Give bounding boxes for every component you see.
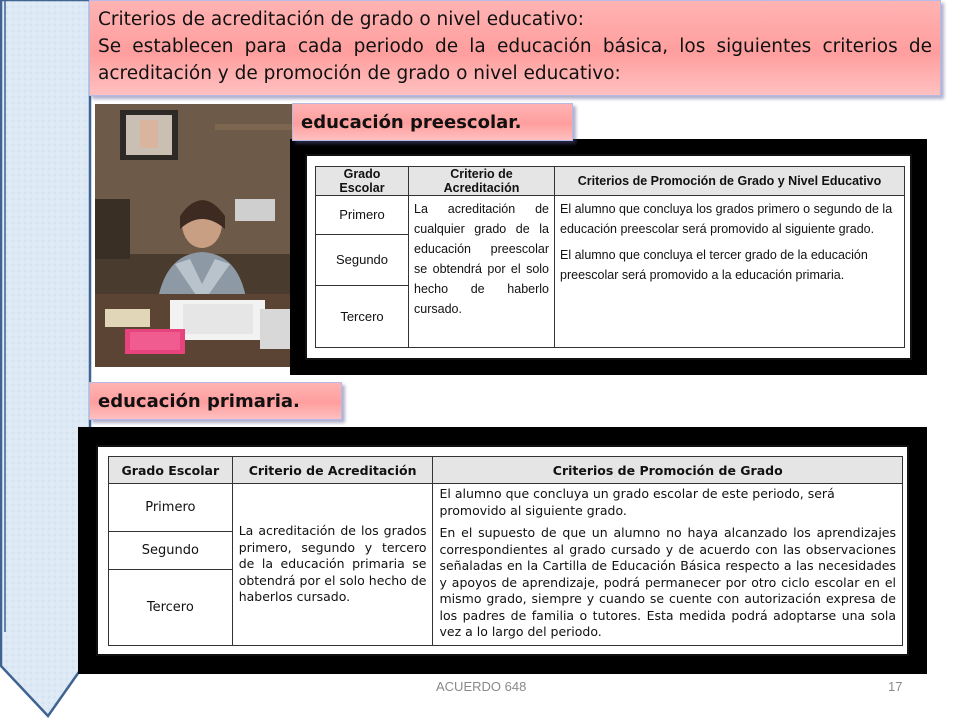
primaria-table-frame	[78, 427, 927, 674]
grade-cell: Primero	[316, 196, 409, 235]
table-row	[316, 196, 905, 235]
grade-cell: Segundo	[316, 234, 409, 285]
primaria-criteria-table	[108, 456, 903, 646]
promotion-cell	[433, 484, 903, 646]
promotion-text: En el supuesto de que un alumno no haya alcanzado los aprendizajes correspondientes al grado cursado y de acuerdo con las observaciones señaladas en la Cartilla de Educación Básica respecto a las necesidades y apoyos de aprendizaje, podrá permanecer por otro ciclo escolar en el mismo grado, siempre y cuando se cuente con autorización expresa de los padres de familia o tutores. Esta medida podrá adoptarse una sola vez a lo largo del periodo.	[439, 525, 896, 639]
preescolar-label	[292, 103, 573, 141]
column-header: Criterio de Acreditación	[409, 167, 555, 196]
grade-cell: Tercero	[109, 570, 233, 646]
primaria-label	[89, 382, 342, 420]
promotion-cell	[555, 196, 905, 348]
column-header: Criterios de Promoción de Grado y Nivel Educativo	[555, 167, 905, 196]
page-number: 17	[888, 679, 903, 694]
primaria-table-panel	[96, 445, 909, 656]
column-header: Criterios de Promoción de Grado	[433, 457, 903, 484]
grade-cell: Tercero	[316, 285, 409, 347]
table-row	[109, 484, 903, 532]
table-header-row	[109, 457, 903, 484]
criteria-heading-callout	[89, 0, 941, 96]
primaria-label-text: educación primaria.	[98, 391, 300, 412]
promotion-text: El alumno que concluya un grado escolar de este periodo, será promovido al siguiente grado.	[439, 486, 835, 518]
preescolar-criteria-table	[315, 166, 905, 348]
table-header-row	[316, 167, 905, 196]
promotion-text: El alumno que concluya el tercer grado de la educación preescolar será promovido a la educación primaria.	[560, 248, 868, 282]
photo-person-at-desk	[95, 104, 292, 367]
column-header: Grado Escolar	[109, 457, 233, 484]
heading-body: Se establecen para cada periodo de la educación básica, los siguientes criterios de acreditación y de promoción de grado o nivel educativo:	[98, 36, 932, 84]
footer-title: ACUERDO 648	[436, 679, 527, 694]
preescolar-table-panel	[305, 154, 912, 360]
preescolar-table-frame	[290, 139, 927, 375]
preescolar-label-text: educación preescolar.	[301, 112, 522, 133]
promotion-text: El alumno que concluya los grados primero o segundo de la educación preescolar será promovido al siguiente grado.	[560, 202, 893, 236]
heading-title: Criterios de acreditación de grado o nivel educativo:	[98, 9, 584, 30]
column-header: Criterio de Acreditación	[232, 457, 433, 484]
accreditation-cell: La acreditación de los grados primero, segundo y tercero de la educación primaria se obtendrá por el solo hecho de haberlos cursado.	[232, 484, 433, 646]
accreditation-cell: La acreditación de cualquier grado de la educación preescolar se obtendrá por el solo hecho de haberlo cursado.	[409, 196, 555, 348]
column-header: Grado Escolar	[316, 167, 409, 196]
grade-cell: Segundo	[109, 532, 233, 570]
grade-cell: Primero	[109, 484, 233, 532]
